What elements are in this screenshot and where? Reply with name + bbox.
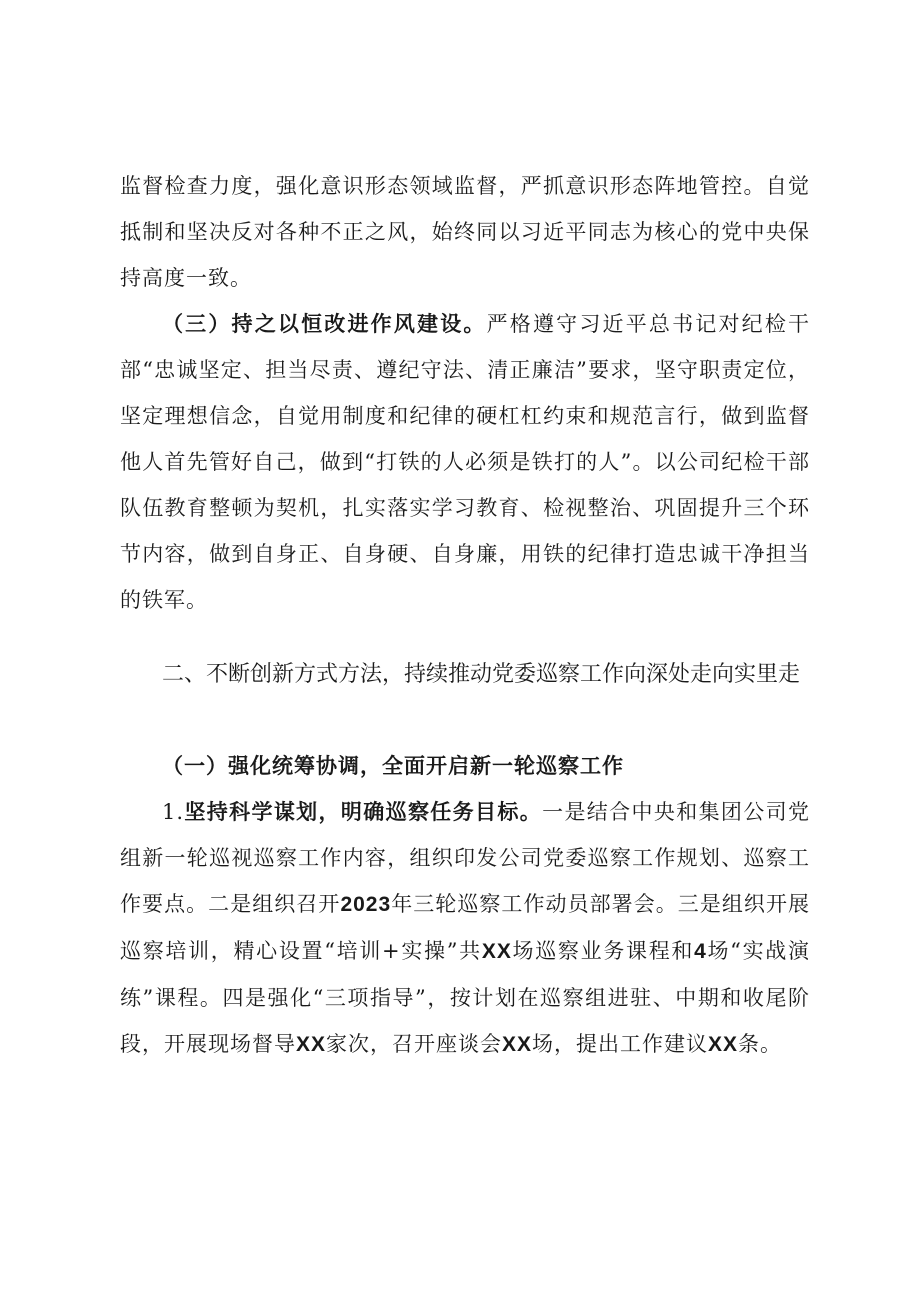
text-run: 家次，召开座谈会	[326, 1032, 503, 1056]
text-run: 条。	[738, 1032, 783, 1056]
number-run: 4	[694, 940, 707, 963]
subsection-heading: （一）强化统筹协调，全面开启新一轮巡察工作	[162, 753, 624, 778]
number-run: XX	[296, 1033, 327, 1056]
text-run: 场“实战演练”课程。四是强化“三项指导”，按计划在巡察组进驻、中期和收尾阶段，开展现场督导	[120, 939, 810, 1056]
text-run: 场巡察业务课程和	[511, 939, 695, 963]
paragraph-supervision: 监督检查力度，强化意识形态领域监督，严抓意识形态阵地管控。自觉抵制和坚决反对各种不正之风，始终同以习近平同志为核心的党中央保持高度一致。	[120, 174, 810, 290]
number-run: XX	[708, 1033, 739, 1056]
number-run: XX	[481, 940, 512, 963]
paragraph-body: 严格遵守习近平总书记对纪检干部“忠诚坚定、担当尽责、遵纪守法、清正廉洁”要求，坚守职责定位，坚定理想信念，自觉用制度和纪律的硬杠杠约束和规范言行，做到监督他人首先管好自己，做到“打铁的人必须是铁打的人”。以公司纪检干部队伍教育整顿为契机，扎实落实学习教育、检视整治、巩固提升三个环节内容，做到自身正、自身硬、自身廉，用铁的纪律打造忠诚干净担当的铁军。	[120, 312, 810, 612]
paragraph-heading: （三）持之以恒改进作风建设。	[162, 311, 487, 336]
text-run: 年三轮巡察工作动员部署会。三是组织开展巡察培训，精心设置“培训+实操”共	[120, 892, 811, 963]
section-heading: 二、不断创新方式方法，持续推动党委巡察工作向深处走向实里走	[162, 662, 801, 687]
item-number: 1.	[162, 800, 185, 824]
paragraph-work-style	[120, 301, 810, 623]
text-run: 场，提出工作建议	[532, 1032, 709, 1056]
item-heading: 坚持科学谋划，明确巡察任务目标。	[184, 799, 543, 824]
number-run: XX	[502, 1033, 533, 1056]
paragraph-planning	[120, 789, 810, 1068]
number-run: 2023	[340, 893, 392, 916]
text-run: 一是结合中央和集团公司党组新一轮巡视巡察工作内容，组织印发公司党委巡察工作规划、巡察工作要点。二是组织召开	[120, 800, 811, 916]
